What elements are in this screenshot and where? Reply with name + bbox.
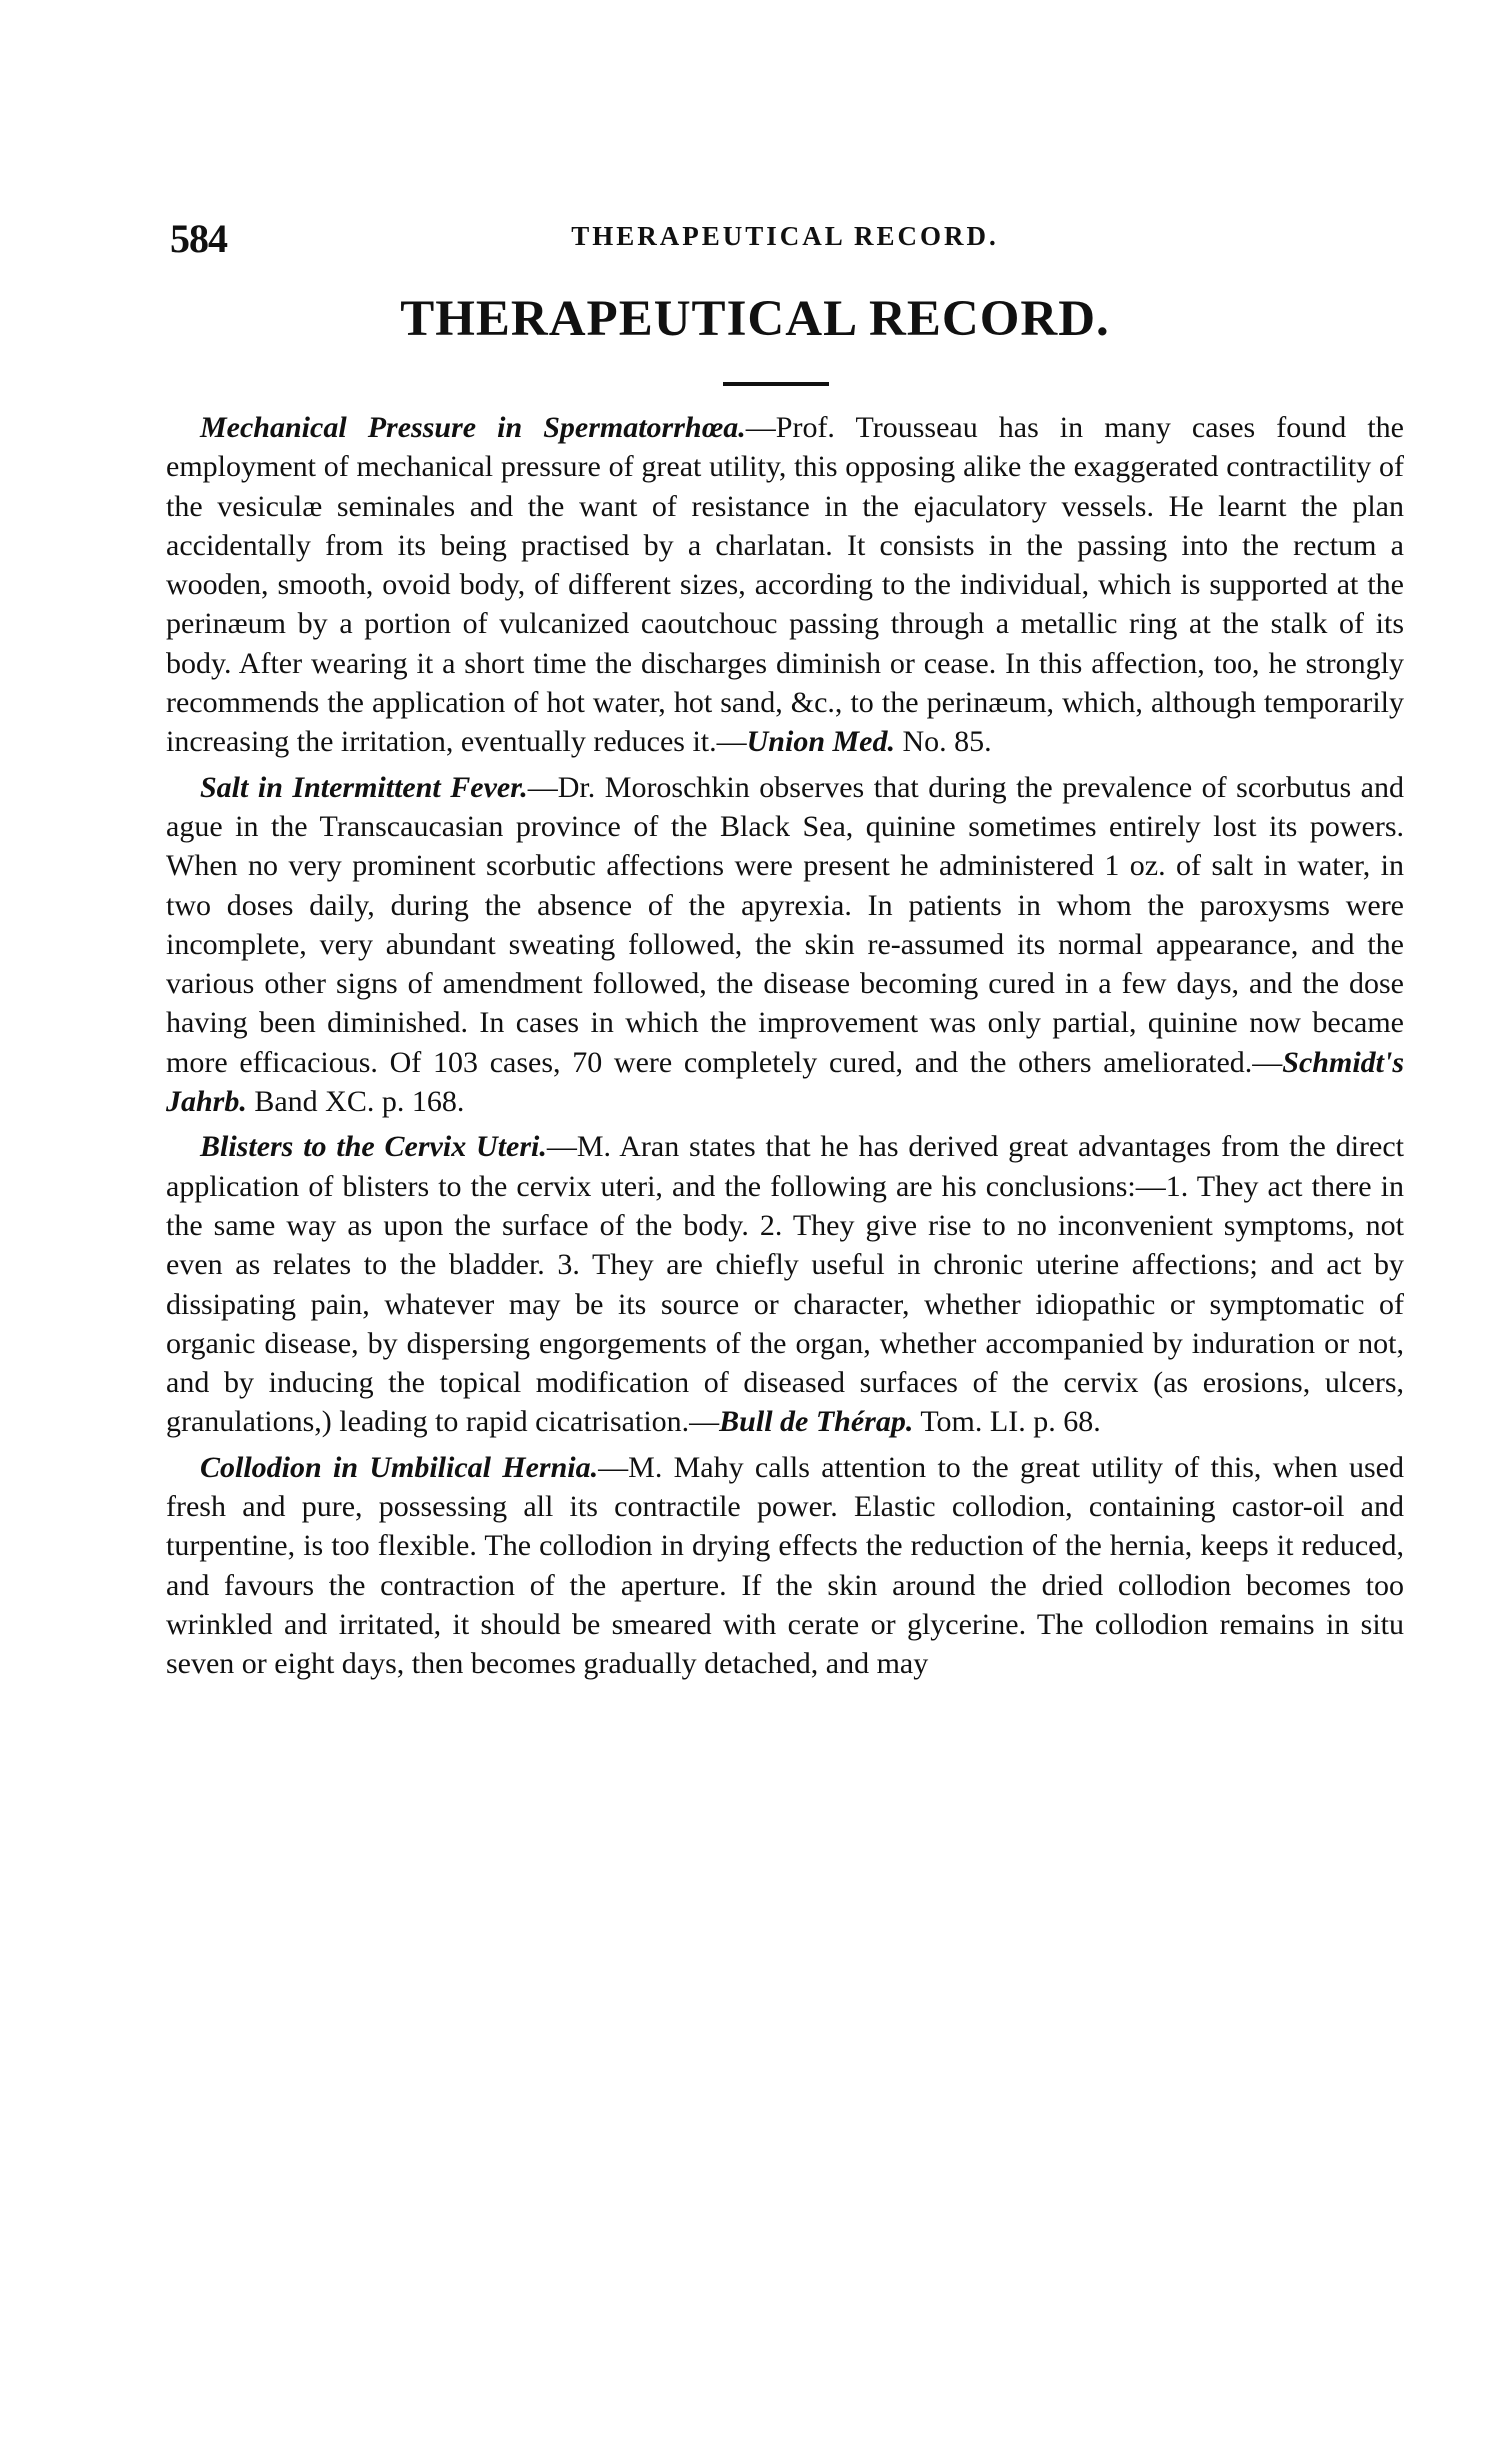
entry-salt-intermittent-fever xyxy=(166,768,1404,1122)
entry-title: Mechanical Pressure in Spermatorrhœa. xyxy=(200,411,746,444)
entry-text: —Prof. Trousseau has in many cases found the employment of mechanical pressure of great utility, this opposing alike the exaggerated contractility of the vesiculæ seminales and the want of resistance in the ejaculatory vessels. He learnt the plan accidentally from its being practised by a charlatan. It consists in the passing into the rectum a wooden, smooth, ovoid body, of different sizes, according to the individual, which is supported at the perinæum by a portion of vulcanized caoutchouc passing through a metallic ring at the stalk of its body. After wearing it a short time the discharges diminish or cease. In this affection, too, he strongly recommends the application of hot water, hot sand, &c., to the perinæum, which, although temporarily increasing the irritation, eventually reduces it.— xyxy=(166,411,1404,759)
entry-title: Collodion in Umbilical Hernia. xyxy=(200,1450,599,1484)
entry-reference: No. 85. xyxy=(895,725,992,759)
entry-title: Blisters to the Cervix Uteri. xyxy=(200,1130,547,1164)
entry-mechanical-pressure xyxy=(166,408,1404,762)
running-head xyxy=(170,215,1400,261)
entry-text: —M. Mahy calls attention to the great utility of this, when used fresh and pure, possessing all its contractile power. Elastic collodion, containing castor-oil and turpentine, is too flexible. The collodion in drying effects the reduction of the hernia, keeps it reduced, and favours the contraction of the aperture. If the skin around the dried collodion becomes too wrinkled and irritated, it should be smeared with cerate or glycerine. The collodion remains in situ seven or eight days, then becomes gradually detached, and may xyxy=(166,1450,1405,1681)
entry-title: Salt in Intermittent Fever. xyxy=(200,770,528,804)
entry-text: —M. Aran states that he has derived great advantages from the direct application of blisters to the cervix uteri, and the following are his conclusions:—1. They act there in the same way as upon the surface of the body. 2. They give rise to no inconvenient symptoms, not even as relates to the bladder. 3. They are chiefly useful in chronic uterine affections; and act by dissipating pain, whatever may be its source or character, whether idiopathic or symptomatic of organic disease, by dispersing engorgements of the organ, whether accompanied by induration or not, and by inducing the topical modification of diseased surfaces of the cervix (as erosions, ulcers, granulations,) leading to rapid cicatrisation.— xyxy=(166,1130,1405,1439)
entry-source: Union Med. xyxy=(746,725,895,759)
title-divider xyxy=(723,382,829,386)
entry-blisters-cervix xyxy=(166,1127,1404,1441)
entry-reference: Band XC. p. 168. xyxy=(246,1085,465,1119)
running-title: THERAPEUTICAL RECORD. xyxy=(571,221,999,251)
entry-source: Bull de Thérap. xyxy=(719,1405,914,1439)
section-title: THERAPEUTICAL RECORD. xyxy=(400,291,1110,347)
entry-collodion-hernia xyxy=(166,1448,1404,1684)
page-number: 584 xyxy=(170,216,227,261)
article-body xyxy=(166,408,1404,1690)
entry-reference: Tom. LI. p. 68. xyxy=(913,1405,1101,1439)
entry-source: Schmidt's Jahrb. xyxy=(166,1045,1404,1119)
entry-text: —Dr. Moroschkin observes that during the prevalence of scorbutus and ague in the Transcaucasian province of the Black Sea, quinine sometimes entirely lost its powers. When no very prominent scorbutic affections were present he administered 1 oz. of salt in water, in two doses daily, during the absence of the apyrexia. In patients in whom the paroxysms were incomplete, very abundant sweating followed, the skin re-assumed its normal appearance, and the various other signs of amendment followed, the disease becoming cured in a few days, and the dose having been diminished. In cases in which the improvement was only partial, quinine now became more efficacious. Of 103 cases, 70 were completely cured, and the others ameliorated.— xyxy=(166,770,1404,1079)
